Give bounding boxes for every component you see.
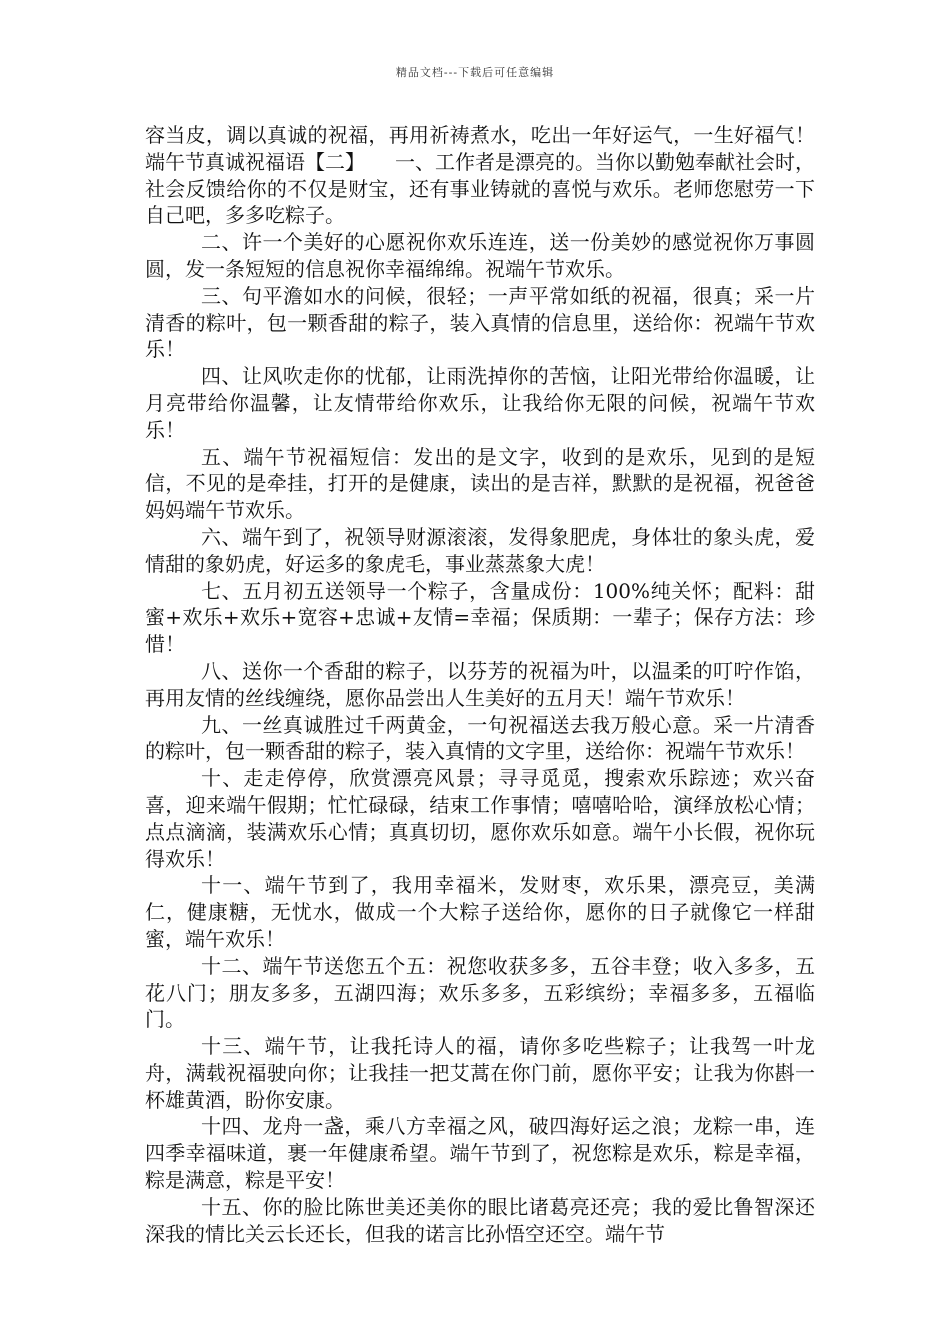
paragraph: 九、一丝真诚胜过千两黄金，一句祝福送去我万般心意。采一片清香的粽叶，包一颗香甜的粽子，装入真情的文字里，送给你：祝端午节欢乐！ xyxy=(145,712,815,764)
paragraph: 八、送你一个香甜的粽子，以芬芳的祝福为叶，以温柔的叮咛作馅，再用友情的丝线缠绕，愿你品尝出人生美好的五月天！端午节欢乐！ xyxy=(145,658,815,710)
paragraph: 二、许一个美好的心愿祝你欢乐连连，送一份美妙的感觉祝你万事圆圆，发一条短短的信息祝你幸福绵绵。祝端午节欢乐。 xyxy=(145,230,815,281)
paragraph: 三、句平澹如水的问候，很轻；一声平常如纸的祝福，很真；采一片清香的粽叶，包一颗香甜的粽子，装入真情的信息里，送给你：祝端午节欢乐！ xyxy=(145,283,815,362)
document-body xyxy=(145,122,815,1247)
paragraph: 四、让风吹走你的忧郁，让雨洗掉你的苦恼，让阳光带给你温暖，让月亮带给你温馨，让友情带给你欢乐，让我给你无限的问候，祝端午节欢乐！ xyxy=(145,364,815,442)
paragraph: 十五、你的脸比陈世美还美你的眼比诸葛亮还亮；我的爱比鲁智深还深我的情比关云长还长，但我的诺言比孙悟空还空。端午节 xyxy=(145,1194,815,1246)
paragraph: 五、端午节祝福短信：发出的是文字，收到的是欢乐，见到的是短信，不见的是牵挂，打开的是健康，读出的是吉祥，默默的是祝福，祝爸爸妈妈端午节欢乐。 xyxy=(145,444,815,523)
paragraph: 十四、龙舟一盏，乘八方幸福之风，破四海好运之浪；龙粽一串，连四季幸福味道，裹一年健康希望。端午节到了，祝您粽是欢乐，粽是幸福，粽是满意，粽是平安！ xyxy=(145,1114,815,1193)
paragraph: 容当皮，调以真诚的祝福，再用祈祷煮水，吃出一年好运气，一生好福气！端午节真诚祝福语【二】 一、工作者是漂亮的。当你以勤勉奉献社会时，社会反馈给你的不仅是财宝，还有事业铸就的喜悦与欢乐。老师您慰劳一下自己吧，多多吃粽子。 xyxy=(145,123,815,228)
paragraph: 十、走走停停，欣赏漂亮风景；寻寻觅觅，搜索欢乐踪迹；欢兴奋喜，迎来端午假期；忙忙碌碌，结束工作事情；嘻嘻哈哈，演绎放松心情；点点滴滴，装满欢乐心情；真真切切，愿你欢乐如意。端午小长假，祝你玩得欢乐！ xyxy=(145,766,815,871)
page-header: 精品文档---下载后可任意编辑 xyxy=(395,66,555,79)
paragraph: 十三、端午节，让我托诗人的福，请你多吃些粽子；让我驾一叶龙舟，满载祝福驶向你；让我挂一把艾蒿在你门前，愿你平安；让我为你斟一杯雄黄酒，盼你安康。 xyxy=(145,1034,815,1112)
paragraph: 十一、端午节到了，我用幸福米，发财枣，欢乐果，漂亮豆，美满仁，健康糖，无忧水，做成一个大粽子送给你，愿你的日子就像它一样甜蜜，端午欢乐！ xyxy=(145,873,815,951)
paragraph: 六、端午到了，祝领导财源滚滚，发得象肥虎，身体壮的象头虎，爱情甜的象奶虎，好运多的象虎毛，事业蒸蒸象大虎！ xyxy=(145,524,815,576)
paragraph: 十二、端午节送您五个五：祝您收获多多，五谷丰登；收入多多，五花八门；朋友多多，五湖四海；欢乐多多，五彩缤纷；幸福多多，五福临门。 xyxy=(145,953,815,1032)
paragraph: 七、五月初五送领导一个粽子，含量成份：100%纯关怀；配料：甜蜜+欢乐+欢乐+宽容+忠诚+友情=幸福；保质期：一辈子；保存方法：珍惜！ xyxy=(145,578,815,657)
